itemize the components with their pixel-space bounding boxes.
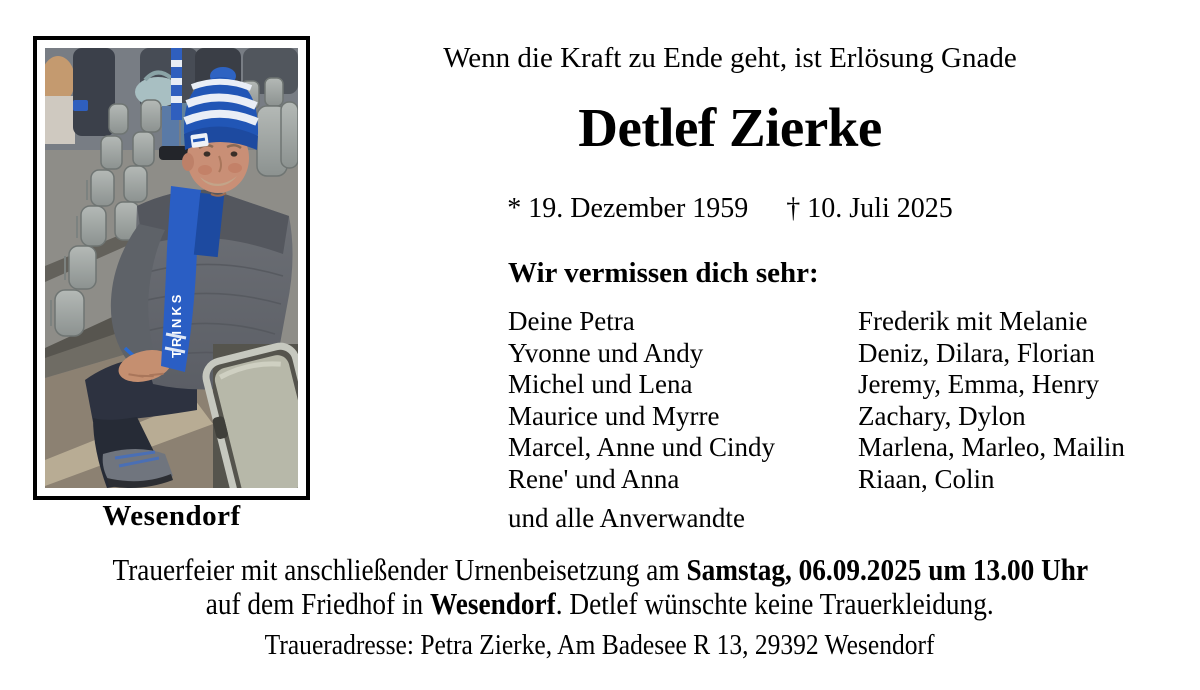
mourner: Marlena, Marleo, Mailin	[858, 432, 1125, 462]
funeral-text: Trauerfeier mit anschließender Urnenbeisetzung am	[112, 552, 687, 587]
mourner: Deniz, Dilara, Florian	[858, 337, 1095, 368]
mourning-heading: Wir vermissen dich sehr:	[508, 257, 819, 289]
mourner: Michel und Lena	[508, 369, 693, 399]
mourner: Maurice und Myrre	[508, 400, 720, 431]
funeral-datetime: Samstag, 06.09.2025 um 13.00 Uhr	[686, 552, 1088, 587]
svg-text:TRINKS: TRINKS	[169, 291, 184, 358]
mourners-column-left	[508, 306, 858, 495]
mourner: Deine Petra	[508, 306, 635, 336]
mourners-list	[508, 306, 1125, 495]
epitaph-quote: Wenn die Kraft zu Ende geht, ist Erlösung Gnade	[443, 42, 1017, 74]
photo-caption: Wesendorf	[102, 500, 241, 532]
deceased-name: Detlef Zierke	[578, 97, 882, 158]
birth-date: * 19. Dezember 1959	[507, 193, 749, 224]
funeral-note: . Detlef wünschte keine Trauerkleidung.	[556, 586, 994, 621]
folding-seat	[199, 343, 298, 488]
memorial-photo	[45, 48, 298, 488]
funeral-place: Wesendorf	[430, 586, 557, 621]
mourner: Zachary, Dylon	[858, 400, 1026, 431]
mourner: Riaan, Colin	[858, 463, 995, 494]
mourner: Yvonne und Andy	[508, 337, 704, 368]
mourner: Frederik mit Melanie	[858, 306, 1088, 336]
hanging-scarf	[171, 48, 182, 120]
death-date: † 10. Juli 2025	[786, 193, 953, 224]
sneaker	[103, 449, 173, 488]
funeral-info-line-1	[0, 552, 1200, 588]
funeral-info-line-2	[0, 586, 1200, 622]
photo-frame	[33, 36, 310, 500]
mourning-closing: und alle Anverwandte	[508, 503, 745, 533]
mourning-address: Traueradresse: Petra Zierke, Am Badesee R 13, 29392 Wesendorf	[265, 629, 935, 661]
mourner: Jeremy, Emma, Henry	[858, 369, 1100, 399]
life-dates	[380, 193, 1080, 225]
mourner: Rene' und Anna	[508, 463, 680, 494]
funeral-place-prefix: auf dem Friedhof in	[206, 586, 431, 621]
mourners-column-right	[858, 306, 1125, 495]
mourner: Marcel, Anne und Cindy	[508, 432, 775, 462]
